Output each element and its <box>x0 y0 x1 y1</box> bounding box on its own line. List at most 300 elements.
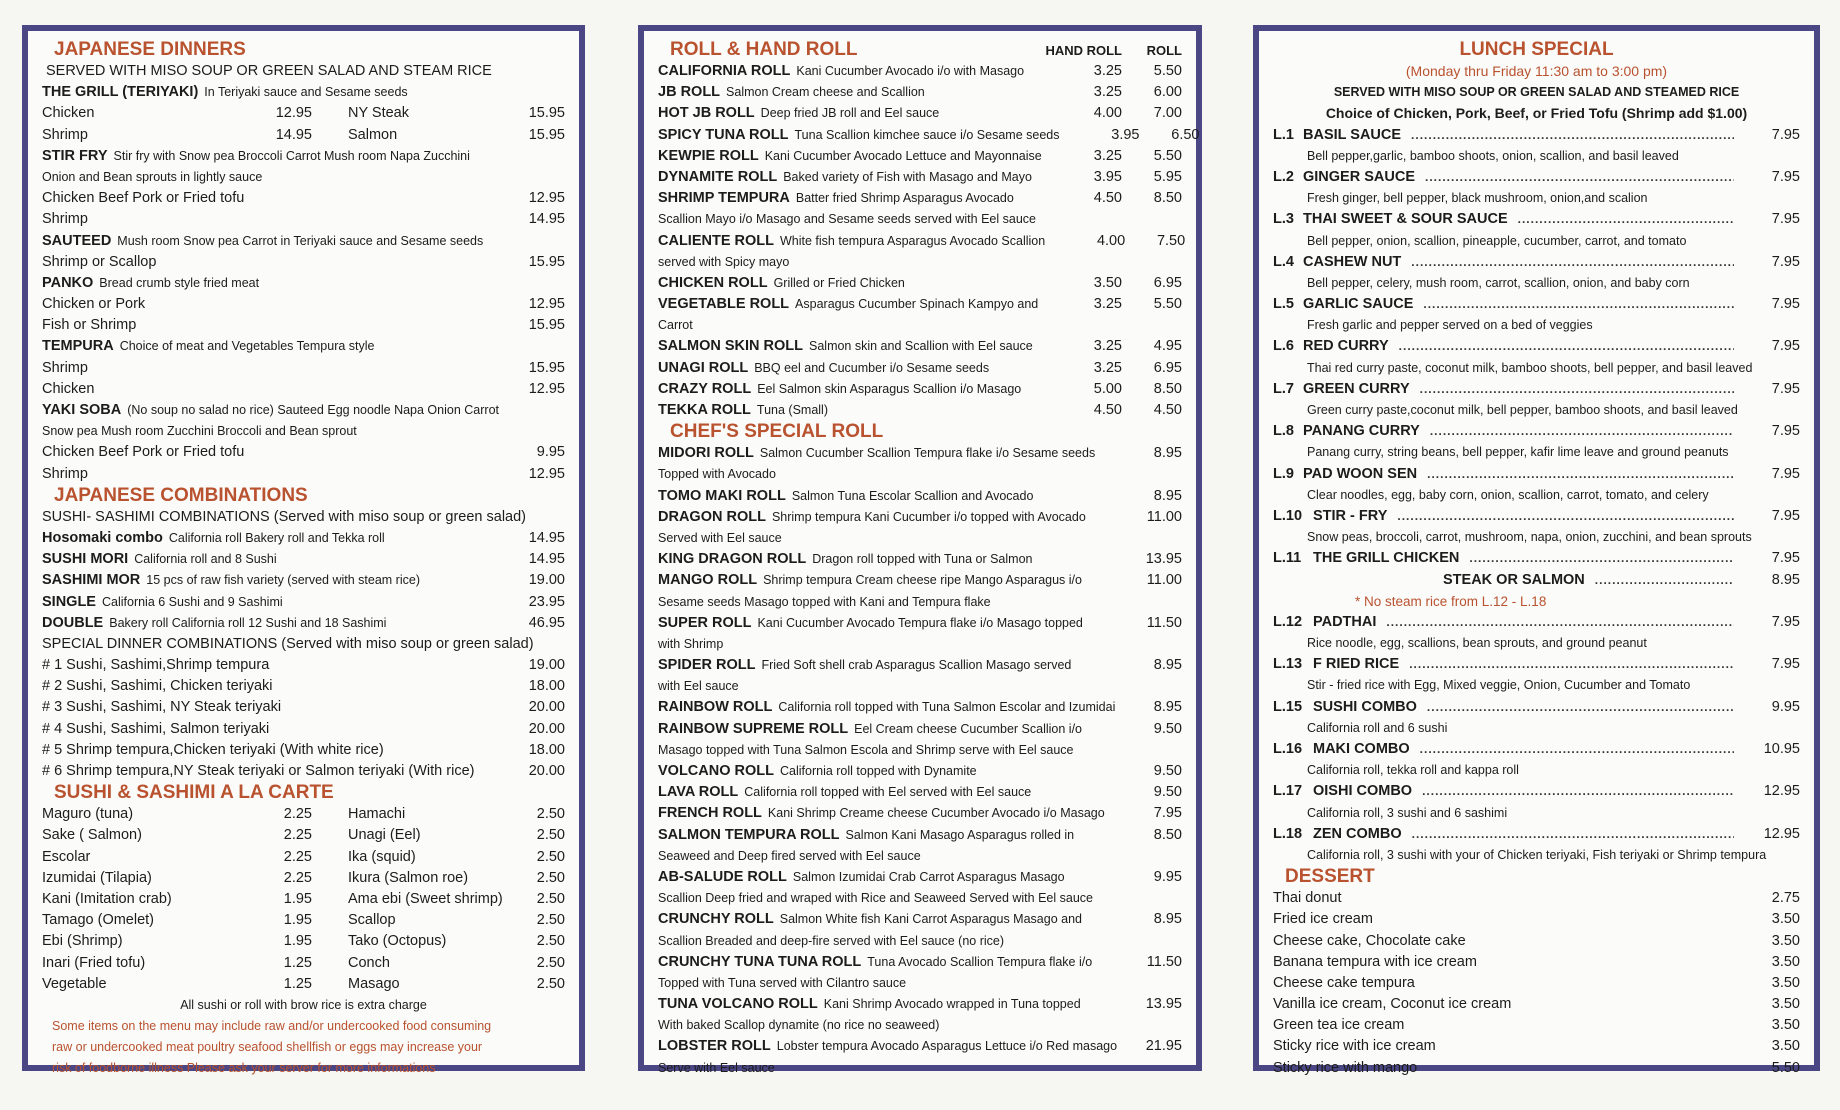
item-desc-cont: Serve with Eel sauce <box>658 1060 775 1075</box>
lunch-desc: Bell pepper, onion, scallion, pineapple, cucumber, carrot, and tomato <box>1307 233 1687 248</box>
roll-name: RAINBOW SUPREME ROLL <box>658 720 849 737</box>
roll-price: 6.00 <box>1153 84 1182 101</box>
special-combo-item: # 1 Sushi, Sashimi,Shrimp tempura 19.00 <box>42 657 565 674</box>
roll-desc: BBQ eel and Cucumber i/o Sesame seeds <box>754 360 990 375</box>
lunch-price: 9.95 <box>1771 698 1800 715</box>
roll-desc: Salmon Tuna Escolar Scallion and Avocado <box>791 488 1034 503</box>
lunch-number: L.5 <box>1273 296 1294 313</box>
lunch-name: CASHEW NUT <box>1303 253 1402 270</box>
leader-dots <box>1397 506 1734 527</box>
roll-name: KING DRAGON ROLL <box>658 551 807 568</box>
hand-roll-price: 4.00 <box>1096 232 1126 249</box>
roll-price: 9.50 <box>1153 720 1182 737</box>
dessert-price: 2.75 <box>1771 890 1800 907</box>
lunch-price: 10.95 <box>1763 741 1800 757</box>
roll-desc: Salmon Cucumber Scallion Tempura flake i/o Sesame seeds <box>759 446 1096 461</box>
special-combo-item: # 2 Sushi, Sashimi, Chicken teriyaki 18.00 <box>42 678 565 695</box>
a-la-carte-row: Inari (Fried tofu) 1.25 Conch 2.50 <box>42 954 565 971</box>
roll-desc: Kani Cucumber Avocado Lettuce and Mayonnaise <box>764 148 1042 163</box>
item-desc-cont: Topped with Avocado <box>658 467 776 482</box>
hand-roll-price: 3.25 <box>1093 84 1122 101</box>
lunch-item <box>1273 824 1800 845</box>
special-combo-item: # 3 Sushi, Sashimi, NY Steak teriyaki 20.00 <box>42 699 565 716</box>
roll-desc: Tuna Scallion kimchee sauce i/o Sesame seeds <box>794 127 1060 142</box>
lunch-number: L.8 <box>1273 423 1294 440</box>
roll-price: 8.50 <box>1153 190 1182 207</box>
roll-name: CALIFORNIA ROLL <box>658 63 791 79</box>
roll-price: 13.95 <box>1145 551 1182 568</box>
price-row: Chicken Beef Pork or Fried tofu 12.95 <box>42 190 565 207</box>
lunch-price: 7.95 <box>1771 126 1800 143</box>
roll-desc: Baked variety of Fish with Masago and Mayo <box>783 169 1032 184</box>
lunch-number: L.7 <box>1273 380 1294 397</box>
lunch-price: 7.95 <box>1771 211 1800 228</box>
roll-desc: Dragon roll topped with Tuna or Salmon <box>812 552 1033 567</box>
combo-item: Hosomaki combo California roll Bakery roll and Tekka roll 14.95 <box>42 529 565 546</box>
roll-item <box>658 273 1182 294</box>
hand-roll-price: 3.25 <box>1093 147 1122 164</box>
roll-name: CALIENTE ROLL <box>658 232 774 249</box>
dessert-name: Thai donut <box>1273 890 1342 907</box>
lunch-item-grill: L.11 THE GRILL CHICKEN ..... 7.95 <box>1273 548 1800 569</box>
lunch-price: 7.95 <box>1771 338 1800 355</box>
roll-name: CRUNCHY TUNA TUNA ROLL <box>658 953 862 970</box>
combo-subheader: SUSHI- SASHIMI COMBINATIONS (Served with miso soup or green salad) <box>42 508 527 525</box>
lunch-desc: California roll, 3 sushi with your of Chicken teriyaki, Fish teriyaki or Shrimp tempura <box>1307 847 1767 862</box>
leader-dots <box>1420 379 1734 400</box>
roll-name: VOLCANO ROLL <box>658 763 774 779</box>
roll-name: CHICKEN ROLL <box>658 274 768 291</box>
roll-item <box>658 125 1200 146</box>
roll-name: LAVA ROLL <box>658 784 739 801</box>
dessert-name: Cheese cake, Chocolate cake <box>1273 932 1466 949</box>
roll-price: 13.95 <box>1145 996 1182 1013</box>
roll-price: 8.50 <box>1153 826 1182 843</box>
roll-name: MIDORI ROLL <box>658 445 754 462</box>
lunch-price: 7.95 <box>1771 423 1800 440</box>
lunch-desc: Clear noodles, egg, baby corn, onion, scallion, carrot, tomato, and celery <box>1307 487 1709 502</box>
lunch-item <box>1273 379 1800 400</box>
a-la-carte-row: Izumidai (Tilapia) 2.25 Ikura (Salmon roe) 2.50 <box>42 869 565 886</box>
hand-roll-price: 4.50 <box>1093 190 1122 207</box>
roll-desc: Shrimp tempura Kani Cucumber i/o topped with Avocado <box>771 509 1086 524</box>
menu-item-yaki-soba: YAKI SOBA (No soup no salad no rice) Sauteed Egg noodle Napa Onion Carrot <box>42 402 499 418</box>
lunch-desc: Panang curry, string beans, bell pepper, kafir lime leave and ground peanuts <box>1307 445 1729 460</box>
hand-roll-price: 3.25 <box>1093 296 1122 313</box>
leader-dots <box>1427 464 1734 485</box>
no-rice-note: * No steam rice from L.12 - L.18 <box>1355 593 1547 609</box>
lunch-item-grill-steak: STEAK OR SALMON ..... 8.95 <box>1273 570 1800 591</box>
lunch-name: GINGER SAUCE <box>1303 168 1415 185</box>
lunch-price: 7.95 <box>1771 507 1800 524</box>
roll-name: JB ROLL <box>658 84 721 101</box>
lunch-item <box>1273 739 1800 760</box>
item-desc-cont: Scallion Breaded and deep-fire served with Eel sauce (no rice) <box>658 933 1005 948</box>
special-combo-item: # 5 Shrimp tempura,Chicken teriyaki (With white rice) 18.00 <box>42 741 565 758</box>
lunch-price: 7.95 <box>1771 380 1800 397</box>
a-la-carte-row: Escolar 2.25 Ika (squid) 2.50 <box>42 848 565 865</box>
roll-price: 9.50 <box>1153 784 1182 801</box>
a-la-carte-row: Vegetable 1.25 Masago 2.50 <box>42 975 565 992</box>
section-title-japanese-dinners: JAPANESE DINNERS <box>54 39 246 60</box>
section-title-japanese-combinations: JAPANESE COMBINATIONS <box>54 484 308 506</box>
chef-roll-item <box>658 507 1182 528</box>
food-safety-warning: raw or undercooked meat poultry seafood shellfish or eggs may increase your <box>52 1040 483 1055</box>
lunch-item <box>1273 336 1800 357</box>
item-desc-cont: Scallion Mayo i/o Masago and Sesame seeds served with Eel sauce <box>658 212 1036 227</box>
lunch-item <box>1273 654 1800 675</box>
dessert-price: 3.50 <box>1771 974 1800 991</box>
leader-dots <box>1425 167 1734 188</box>
leader-dots <box>1411 252 1734 273</box>
dessert-name: Sticky rice with ice cream <box>1273 1038 1436 1055</box>
hand-roll-price: 3.25 <box>1093 338 1122 355</box>
lunch-item <box>1273 697 1800 718</box>
roll-desc: California roll topped with Tuna Salmon Escolar and Izumidai <box>778 700 1116 715</box>
hand-roll-price: 3.95 <box>1093 168 1122 185</box>
dessert-price: 5.50 <box>1771 1059 1800 1076</box>
lunch-number: L.16 <box>1273 741 1303 757</box>
roll-price: 5.50 <box>1153 63 1182 79</box>
item-desc-cont: served with Spicy mayo <box>658 254 790 269</box>
roll-name: SUPER ROLL <box>658 614 752 631</box>
roll-desc: Kani Shrimp Avocado wrapped in Tuna topped <box>823 997 1081 1012</box>
roll-desc: White fish tempura Asparagus Avocado Scallion <box>780 233 1046 248</box>
dessert-item <box>1273 931 1800 952</box>
food-safety-warning: risk of foodborne illness Please ask your server for more informations <box>52 1061 436 1076</box>
special-combo-item: # 6 Shrimp tempura,NY Steak teriyaki or Salmon teriyaki (With rice) 20.00 <box>42 763 565 779</box>
price-row: Shrimp 14.95 <box>42 211 565 228</box>
chef-roll-item <box>658 570 1182 591</box>
roll-desc: Salmon Izumidai Crab Carrot Asparagus Masago <box>792 869 1065 884</box>
lunch-item <box>1273 252 1800 273</box>
lunch-hours: (Monday thru Friday 11:30 am to 3:00 pm) <box>1405 63 1668 79</box>
roll-desc: Deep fried JB roll and Eel sauce <box>760 106 940 121</box>
roll-desc: Eel Salmon skin Asparagus Scallion i/o Masago <box>757 381 1022 396</box>
menu-item-tempura: TEMPURA Choice of meat and Vegetables Tempura style <box>42 338 375 355</box>
dessert-item <box>1273 952 1800 973</box>
roll-name: TOMO MAKI ROLL <box>658 487 786 504</box>
leader-dots <box>1420 739 1734 760</box>
lunch-number: L.2 <box>1273 168 1294 185</box>
roll-price: 8.95 <box>1153 445 1182 462</box>
lunch-name: STIR - FRY <box>1313 507 1388 524</box>
roll-price: 11.50 <box>1146 614 1182 631</box>
section-title-lunch-special: LUNCH SPECIAL <box>1459 39 1614 60</box>
item-desc-cont: with Eel sauce <box>658 679 739 694</box>
a-la-carte-row: Kani (Imitation crab) 1.95 Ama ebi (Sweet shrimp) 2.50 <box>42 890 565 907</box>
roll-price: 9.95 <box>1153 868 1182 885</box>
lunch-desc: Fresh ginger, bell pepper, black mushroom, onion,and scalion <box>1307 191 1648 206</box>
combo-subheader: SPECIAL DINNER COMBINATIONS (Served with miso soup or green salad) <box>42 635 534 652</box>
roll-price: 8.50 <box>1153 380 1182 397</box>
item-desc-cont: With baked Scallop dynamite (no rice no seaweed) <box>658 1018 940 1033</box>
lunch-desc: Green curry paste,coconut milk, bell pepper, bamboo shoots, and basil leaved <box>1307 403 1738 417</box>
roll-name: TEKKA ROLL <box>658 402 751 418</box>
lunch-desc: Snow peas, broccoli, carrot, mushroom, napa, onion, zucchini, and bean sprouts <box>1307 530 1752 545</box>
lunch-price: 7.95 <box>1771 296 1800 313</box>
roll-price: 4.95 <box>1153 338 1182 355</box>
roll-price: 4.50 <box>1153 402 1182 418</box>
item-desc-cont: Sesame seeds Masago topped with Kani and Tempura flake <box>658 594 991 609</box>
roll-price: 6.95 <box>1153 359 1182 376</box>
lunch-price: 12.95 <box>1763 783 1800 800</box>
food-safety-warning: Some items on the menu may include raw and/or undercooked food consuming <box>52 1019 492 1034</box>
lunch-name: SUSHI COMBO <box>1313 698 1417 715</box>
chef-roll-item <box>658 613 1182 634</box>
price-row: Shrimp 12.95 <box>42 465 565 482</box>
chef-roll-item <box>658 952 1182 973</box>
dessert-price: 3.50 <box>1771 1038 1800 1055</box>
section-title-rolls: ROLL & HAND ROLL <box>670 39 858 60</box>
rolls-header <box>658 39 1182 61</box>
roll-item <box>658 231 1186 252</box>
roll-desc: Salmon Kani Masago Asparagus rolled in <box>845 827 1075 842</box>
price-row: Chicken 12.95 <box>42 380 565 397</box>
lunch-item <box>1273 781 1800 802</box>
hand-roll-price: 3.25 <box>1093 63 1122 79</box>
chef-roll-item <box>658 825 1182 846</box>
roll-price: 8.95 <box>1153 699 1182 716</box>
dessert-list <box>1273 888 1800 1079</box>
lunch-name: ZEN COMBO <box>1313 825 1402 842</box>
lunch-item <box>1273 125 1800 146</box>
lunch-desc: California roll, tekka roll and kappa roll <box>1307 763 1519 778</box>
roll-item <box>658 167 1182 188</box>
dessert-price: 3.50 <box>1771 996 1800 1013</box>
roll-price: 8.95 <box>1153 657 1182 674</box>
chef-roll-item <box>658 803 1182 824</box>
dessert-name: Fried ice cream <box>1273 911 1373 928</box>
roll-price: 11.50 <box>1146 953 1182 970</box>
price-row: Chicken or Pork 12.95 <box>42 296 565 313</box>
roll-name: UNAGI ROLL <box>658 359 749 376</box>
item-desc-cont: Masago topped with Tuna Salmon Escola and Shrimp serve with Eel sauce <box>658 742 1074 757</box>
roll-desc: Kani Cucumber Avocado i/o with Masago <box>796 64 1025 78</box>
dessert-item <box>1273 888 1800 909</box>
dessert-item <box>1273 1058 1800 1079</box>
dessert-price: 3.50 <box>1771 1017 1800 1034</box>
roll-desc: Kani Shrimp Creame cheese Cucumber Avocado i/o Masago <box>767 806 1105 821</box>
item-desc-cont: Onion and Bean sprouts in lightly sauce <box>42 169 263 184</box>
a-la-carte-row: Sake ( Salmon) 2.25 Unagi (Eel) 2.50 <box>42 827 565 844</box>
lunch-number: L.15 <box>1273 698 1303 715</box>
roll-name: FRENCH ROLL <box>658 805 762 822</box>
roll-desc: Fried Soft shell crab Asparagus Scallion Masago served <box>761 658 1072 673</box>
roll-price: 5.50 <box>1153 147 1182 164</box>
roll-desc: Kani Cucumber Avocado Tempura flake i/o Masago topped <box>757 615 1083 630</box>
price-row: Shrimp or Scallop 15.95 <box>42 253 565 270</box>
roll-item <box>658 103 1182 124</box>
a-la-carte-row: Tamago (Omelet) 1.95 Scallop 2.50 <box>42 912 565 929</box>
dessert-item <box>1273 994 1800 1015</box>
lunch-name: THAI SWEET & SOUR SAUCE <box>1303 211 1508 228</box>
leader-dots <box>1386 612 1734 633</box>
special-combo-item: # 4 Sushi, Sashimi, Salmon teriyaki 20.00 <box>42 720 565 737</box>
item-desc-cont: Scallion Deep fried and wraped with Rice and Seaweed Served with Eel sauce <box>658 891 1093 906</box>
column-header-hand-roll: HAND ROLL <box>1045 43 1122 58</box>
item-desc-cont: Carrot <box>658 318 693 333</box>
combo-item: SUSHI MORI California roll and 8 Sushi 14.95 <box>42 551 565 568</box>
roll-price: 7.00 <box>1153 105 1182 122</box>
lunch-name: BASIL SAUCE <box>1303 126 1402 143</box>
dessert-item <box>1273 1015 1800 1036</box>
roll-item <box>658 400 1182 421</box>
rolls-list <box>658 61 1200 421</box>
roll-price: 5.95 <box>1153 168 1182 185</box>
lunch-number: L.9 <box>1273 465 1294 482</box>
dessert-price: 3.50 <box>1771 932 1800 949</box>
roll-price: 21.95 <box>1145 1038 1182 1055</box>
lunch-price: 7.95 <box>1771 253 1800 270</box>
menu-panel-lunch-dessert <box>1253 25 1820 1076</box>
lunch-desc: California roll, 3 sushi and 6 sashimi <box>1307 805 1508 820</box>
dessert-item <box>1273 909 1800 930</box>
hand-roll-price: 4.50 <box>1093 402 1122 418</box>
roll-price: 8.95 <box>1153 911 1182 928</box>
dessert-name: Vanilla ice cream, Coconut ice cream <box>1273 996 1512 1013</box>
roll-desc: Asparagus Cucumber Spinach Kampyo and <box>795 297 1039 312</box>
hand-roll-price: 3.95 <box>1111 126 1140 143</box>
roll-item <box>658 188 1182 209</box>
lunch-number: L.17 <box>1273 783 1303 800</box>
roll-name: DYNAMITE ROLL <box>658 168 778 185</box>
chef-roll-item <box>658 486 1182 507</box>
roll-name: SALMON SKIN ROLL <box>658 338 803 355</box>
roll-desc: California roll topped with Dynamite <box>780 764 977 778</box>
chefs-special-list <box>658 443 1182 1079</box>
lunch-item <box>1273 612 1800 633</box>
chef-roll-item <box>658 1036 1182 1057</box>
roll-name: CRAZY ROLL <box>658 380 752 397</box>
dessert-name: Banana tempura with ice cream <box>1273 953 1477 970</box>
roll-price: 9.50 <box>1153 763 1182 779</box>
roll-name: CRUNCHY ROLL <box>658 911 774 928</box>
chef-roll-item <box>658 549 1182 570</box>
chef-roll-item <box>658 867 1182 888</box>
chef-roll-item <box>658 761 1182 782</box>
dessert-price: 3.50 <box>1771 953 1800 970</box>
lunch-name: PANANG CURRY <box>1303 423 1420 440</box>
lunch-number: L.1 <box>1273 126 1294 143</box>
leader-dots <box>1412 824 1734 845</box>
lunch-item <box>1273 421 1800 442</box>
lunch-name: GREEN CURRY <box>1303 380 1410 397</box>
item-desc-cont: Snow pea Mush room Zucchini Broccoli and Bean sprout <box>42 424 357 439</box>
roll-name: MANGO ROLL <box>658 572 758 589</box>
leader-dots <box>1427 697 1734 718</box>
lunch-list <box>1273 125 1800 549</box>
roll-desc: Salmon Cream cheese and Scallion <box>726 85 925 100</box>
menu-item-stir-fry: STIR FRY Stir fry with Snow pea Broccoli Carrot Mush room Napa Zucchini <box>42 147 470 164</box>
roll-price: 7.50 <box>1156 232 1186 249</box>
chef-roll-item <box>658 909 1182 930</box>
item-desc-cont: Topped with Tuna served with Cilantro sauce <box>658 975 907 990</box>
brown-rice-note: All sushi or roll with brow rice is extra charge <box>180 997 427 1012</box>
lunch-name: MAKI COMBO <box>1313 741 1410 757</box>
lunch-desc: Fresh garlic and pepper served on a bed of veggies <box>1307 318 1593 333</box>
roll-desc: Salmon skin and Scallion with Eel sauce <box>809 339 1033 354</box>
roll-item <box>658 146 1182 167</box>
lunch-number: L.3 <box>1273 211 1294 228</box>
leader-dots <box>1411 125 1734 146</box>
lunch-price: 7.95 <box>1771 465 1800 482</box>
dessert-item <box>1273 1036 1800 1057</box>
price-row: Shrimp 15.95 <box>42 359 565 376</box>
roll-desc: Tuna (Small) <box>756 403 828 417</box>
column-header-roll: ROLL <box>1146 43 1182 58</box>
roll-item <box>658 294 1182 315</box>
lunch-name: PAD WOON SEN <box>1303 465 1418 482</box>
dessert-item <box>1273 973 1800 994</box>
roll-desc: California roll topped with Eel served with Eel sauce <box>744 785 1032 800</box>
item-desc-cont: Seaweed and Deep fired served with Eel sauce <box>658 848 921 863</box>
roll-name: HOT JB ROLL <box>658 105 755 122</box>
chef-roll-item <box>658 655 1182 676</box>
lunch-name: PADTHAI <box>1313 613 1377 630</box>
lunch-item <box>1273 464 1800 485</box>
section-title-dessert: DESSERT <box>1285 866 1375 888</box>
leader-dots <box>1422 781 1734 802</box>
roll-item <box>658 336 1182 357</box>
roll-name: TUNA VOLCANO ROLL <box>658 996 818 1013</box>
lunch-served-with: SERVED WITH MISO SOUP OR GREEN SALAD AND STEAMED RICE <box>1333 85 1740 100</box>
dessert-name: Green tea ice cream <box>1273 1017 1405 1034</box>
combo-item: DOUBLE Bakery roll California roll 12 Sushi and 18 Sashimi 46.95 <box>42 614 565 631</box>
lunch-desc: Bell pepper,garlic, bamboo shoots, onion, scallion, and basil leaved <box>1307 148 1679 163</box>
hand-roll-price: 5.00 <box>1093 380 1122 397</box>
a-la-carte-row: Maguro (tuna) 2.25 Hamachi 2.50 <box>42 806 565 823</box>
roll-name: LOBSTER ROLL <box>658 1038 771 1055</box>
roll-item <box>658 82 1182 103</box>
combo-item: SASHIMI MOR 15 pcs of raw fish variety (served with steam rice) 19.00 <box>42 572 565 589</box>
lunch-number: L.12 <box>1273 613 1303 630</box>
roll-price: 5.50 <box>1153 296 1182 313</box>
roll-item <box>658 61 1182 82</box>
roll-name: SPIDER ROLL <box>658 657 756 674</box>
roll-price: 6.50 <box>1171 126 1200 143</box>
roll-name: VEGETABLE ROLL <box>658 296 790 313</box>
roll-name: SPICY TUNA ROLL <box>658 126 789 143</box>
menu-item-grill: THE GRILL (TERIYAKI) In Teriyaki sauce and Sesame seeds <box>42 84 408 101</box>
price-row: Fish or Shrimp 15.95 <box>42 317 565 334</box>
lunch-list-2 <box>1273 612 1800 866</box>
lunch-choice: Choice of Chicken, Pork, Beef, or Fried Tofu (Shrimp add $1.00) <box>1325 105 1748 122</box>
price-row: Chicken Beef Pork or Fried tofu 9.95 <box>42 444 565 461</box>
lunch-number: L.10 <box>1273 507 1303 524</box>
roll-name: KEWPIE ROLL <box>658 147 759 164</box>
price-row: Shrimp 14.95 Salmon 15.95 <box>42 126 565 143</box>
menu-item-panko: PANKO Bread crumb style fried meat <box>42 274 260 291</box>
leader-dots <box>1430 421 1734 442</box>
roll-price: 8.95 <box>1153 487 1182 504</box>
dessert-name: Sticky rice with mango <box>1273 1059 1418 1076</box>
roll-name: SHRIMP TEMPURA <box>658 190 790 207</box>
lunch-item <box>1273 209 1800 230</box>
roll-name: RAINBOW ROLL <box>658 699 773 716</box>
roll-desc: Tuna Avocado Scallion Tempura flake i/o <box>867 954 1093 969</box>
roll-price: 11.00 <box>1146 508 1182 525</box>
lunch-number: L.4 <box>1273 253 1294 270</box>
menu-panel-rolls <box>638 25 1202 1075</box>
roll-name: AB-SALUDE ROLL <box>658 868 787 885</box>
roll-item <box>658 358 1182 379</box>
lunch-name: GARLIC SAUCE <box>1303 296 1414 313</box>
chef-roll-item <box>658 443 1182 464</box>
lunch-item <box>1273 294 1800 315</box>
hand-roll-price: 3.50 <box>1093 274 1122 291</box>
leader-dots <box>1518 209 1734 230</box>
